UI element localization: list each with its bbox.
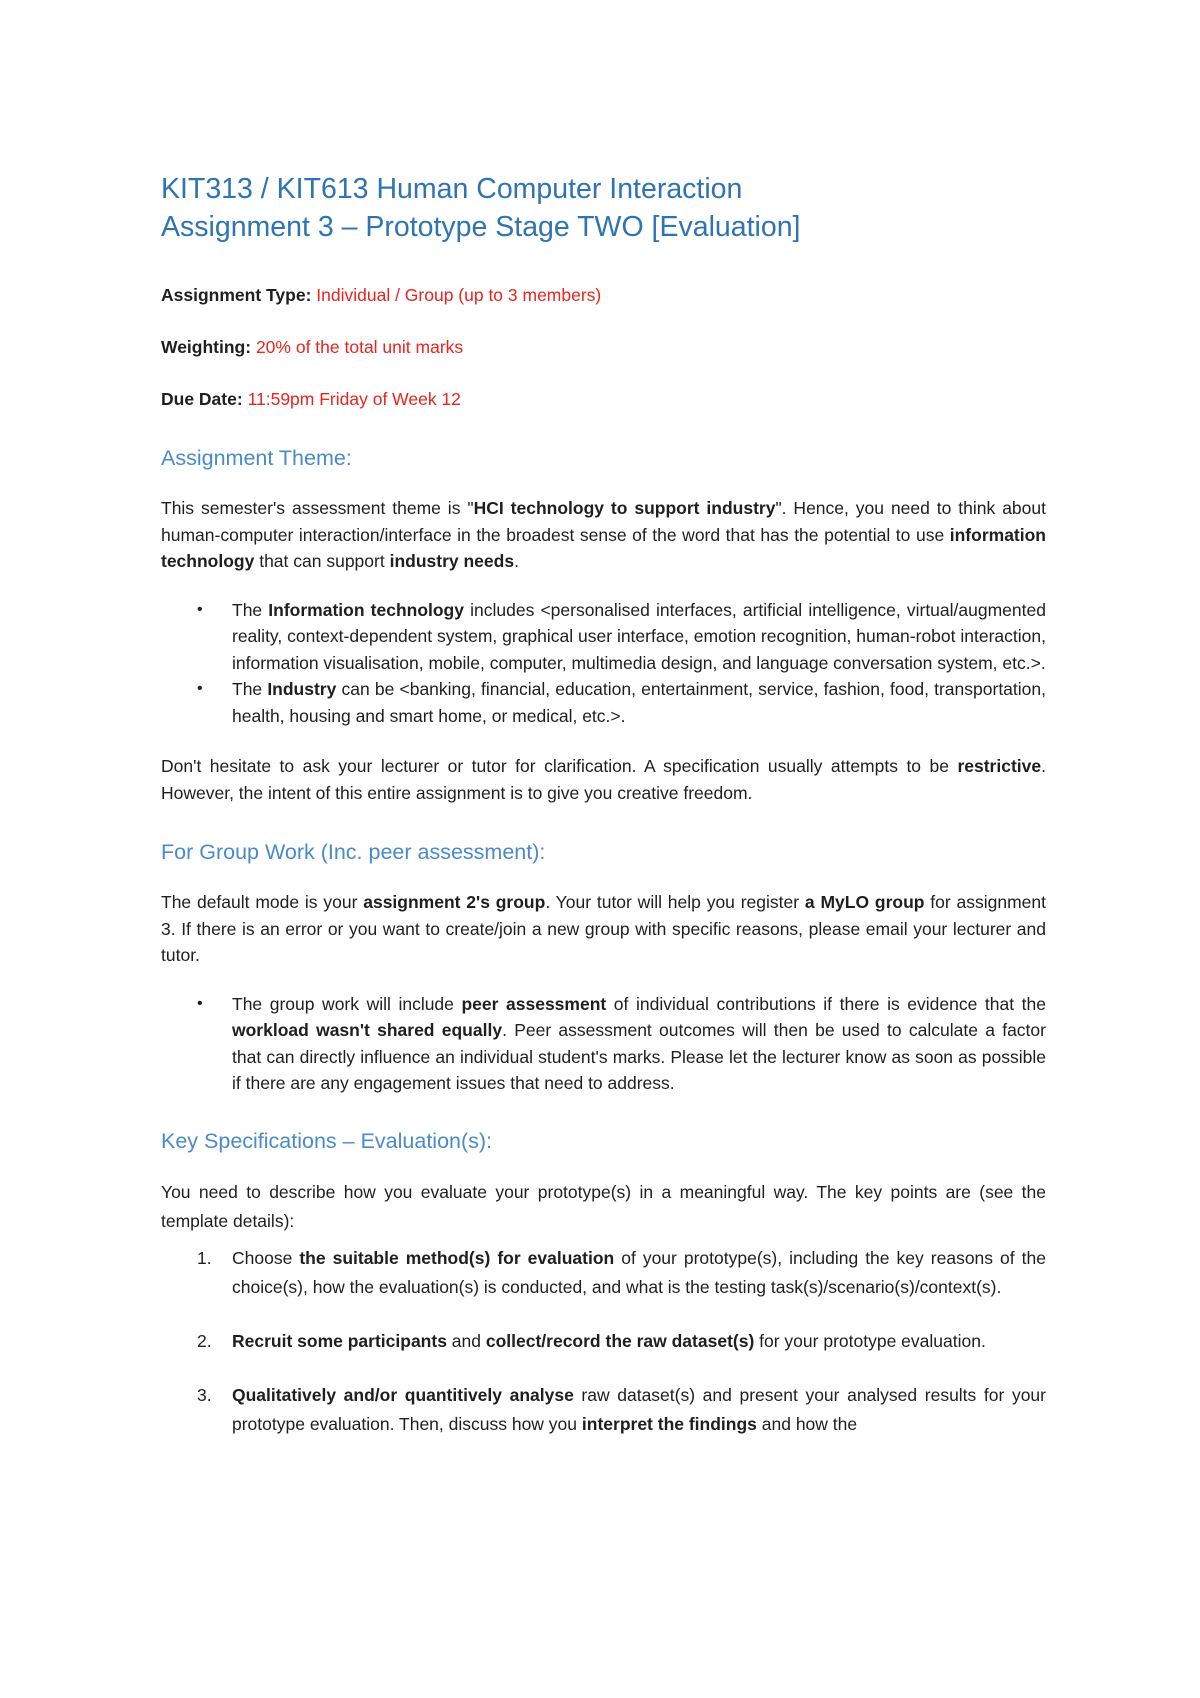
bullet-icon: • (197, 994, 203, 1012)
list-item: 3. Qualitatively and/or quantitively analyse raw dataset(s) and present your analysed results for your prototype evaluation. Then, discuss how you interpret the findings and how the (161, 1381, 1046, 1439)
group-paragraph-1: The default mode is your assignment 2's group. Your tutor will help you register a MyLO group for assignment 3. If there is an error or you want to create/join a new group with specific reasons, please email your lecturer and tutor. (161, 892, 1046, 965)
item-number: 1. (197, 1247, 212, 1268)
list-item: 2. Recruit some participants and collect/record the raw dataset(s) for your prototype evaluation. (161, 1327, 1046, 1356)
list-item: 1. Choose the suitable method(s) for evaluation of your prototype(s), including the key reasons of the choice(s), how the evaluation(s) is conducted, and what is the testing task(s)/scenario(s)/context(s). (161, 1244, 1046, 1302)
spec-numbered-list (161, 1244, 1046, 1439)
assignment-type-label: Assignment Type: (161, 285, 312, 305)
due-date (161, 387, 1046, 411)
due-date-label: Due Date: (161, 389, 243, 409)
theme-paragraph-2: Don't hesitate to ask your lecturer or tutor for clarification. A specification usually attempts to be restrictive. However, the intent of this entire assignment is to give you creative freedom. (161, 756, 1046, 803)
bullet-icon: • (197, 600, 203, 618)
spec-heading: Key Specifications – Evaluation(s): (161, 1128, 493, 1153)
theme-paragraph-1: This semester's assessment theme is "HCI technology to support industry". Hence, you need to think about human-computer interaction/interface in the broadest sense of the word that has the potential to use information technology that can support industry needs. (161, 498, 1046, 571)
spec-intro: You need to describe how you evaluate your prototype(s) in a meaningful way. The key points are (see the template details): (161, 1181, 1046, 1231)
weighting (161, 335, 1046, 359)
group-heading: For Group Work (Inc. peer assessment): (161, 840, 546, 864)
title-line-1: KIT313 / KIT613 Human Computer Interaction (161, 173, 743, 205)
assignment-type-value: Individual / Group (up to 3 members) (316, 285, 602, 305)
list-item: • The Industry can be <banking, financial, education, entertainment, service, fashion, food, transportation, health, housing and smart home, or medical, etc.>. (161, 676, 1046, 729)
item-number: 3. (197, 1384, 212, 1405)
list-item: • The group work will include peer assessment of individual contributions if there is evidence that the workload wasn't shared equally. Peer assessment outcomes will then be used to calculate a factor that can directly influence an individual student's marks. Please let the lecturer know as soon as possible if there are any engagement issues that need to address. (161, 991, 1046, 1097)
group-bullet-list (161, 991, 1046, 1097)
item-number: 2. (197, 1330, 212, 1351)
page-title (161, 170, 1046, 246)
theme-heading: Assignment Theme: (161, 446, 352, 470)
assignment-type (161, 283, 1046, 307)
weighting-value: 20% of the total unit marks (255, 337, 464, 357)
title-line-2: Assignment 3 – Prototype Stage TWO [Evaluation] (161, 211, 801, 243)
weighting-label: Weighting: (161, 337, 252, 357)
theme-bullet-list (161, 597, 1046, 730)
list-item: • The Information technology includes <personalised interfaces, artificial intelligence, virtual/augmented reality, context-dependent system, graphical user interface, emotion recognition, human-robot interaction, information visualisation, mobile, computer, multimedia design, and language conversation system, etc.>. (161, 597, 1046, 677)
due-date-value: 11:59pm Friday of Week 12 (247, 389, 461, 409)
bullet-icon: • (197, 680, 203, 697)
